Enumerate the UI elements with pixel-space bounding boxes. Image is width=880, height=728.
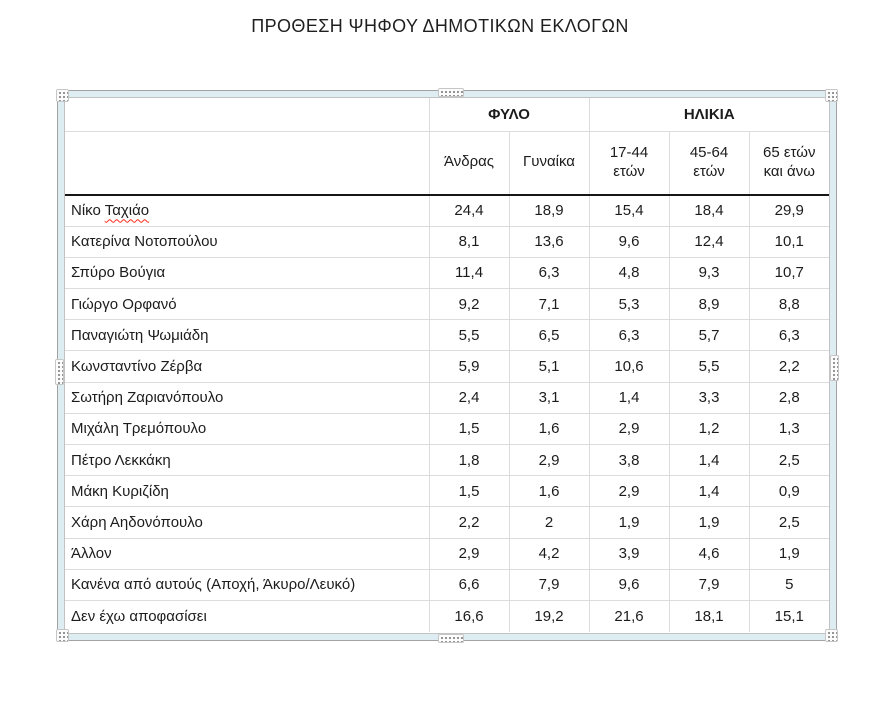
column-header-age-65plus[interactable]: 65 ετών και άνω <box>749 131 829 195</box>
table-body <box>65 195 829 632</box>
value-cell[interactable]: 6,6 <box>429 569 509 600</box>
value-cell[interactable]: 1,2 <box>669 413 749 444</box>
candidate-name-cell[interactable]: Παναγιώτη Ψωμιάδη <box>65 320 429 351</box>
value-cell[interactable]: 9,2 <box>429 289 509 320</box>
page-title[interactable]: ΠΡΟΘΕΣΗ ΨΗΦΟΥ ΔΗΜΟΤΙΚΩΝ ΕΚΛΟΓΩΝ <box>251 16 629 36</box>
value-cell[interactable]: 5,7 <box>669 320 749 351</box>
value-cell[interactable]: 11,4 <box>429 257 509 288</box>
value-cell[interactable]: 13,6 <box>509 226 589 257</box>
value-cell[interactable]: 6,3 <box>749 320 829 351</box>
value-cell[interactable]: 9,6 <box>589 569 669 600</box>
table-row <box>65 289 829 320</box>
group-header-age[interactable]: ΗΛΙΚΙΑ <box>589 98 829 131</box>
table-row <box>65 569 829 600</box>
value-cell[interactable]: 4,2 <box>509 538 589 569</box>
value-cell[interactable]: 2,9 <box>429 538 509 569</box>
value-cell[interactable]: 29,9 <box>749 195 829 226</box>
candidate-name-cell[interactable]: Δεν έχω αποφασίσει <box>65 600 429 631</box>
table-row <box>65 195 829 226</box>
candidate-name-cell[interactable]: Κανένα από αυτούς (Αποχή, Άκυρο/Λευκό) <box>65 569 429 600</box>
candidate-name-cell[interactable]: Μάκη Κυριζίδη <box>65 476 429 507</box>
value-cell[interactable]: 2,2 <box>749 351 829 382</box>
value-cell[interactable]: 18,1 <box>669 600 749 631</box>
value-cell[interactable]: 1,9 <box>749 538 829 569</box>
table-container <box>64 97 830 634</box>
value-cell[interactable]: 2,9 <box>509 445 589 476</box>
value-cell[interactable]: 18,9 <box>509 195 589 226</box>
value-cell[interactable]: 1,4 <box>589 382 669 413</box>
value-cell[interactable]: 16,6 <box>429 600 509 631</box>
corner-cell[interactable] <box>65 131 429 195</box>
candidate-name-cell[interactable]: Γιώργο Ορφανό <box>65 289 429 320</box>
table-row <box>65 320 829 351</box>
table-row <box>65 382 829 413</box>
group-header-row <box>65 98 829 131</box>
table-row <box>65 476 829 507</box>
value-cell[interactable]: 15,1 <box>749 600 829 631</box>
table-row <box>65 257 829 288</box>
value-cell[interactable]: 10,7 <box>749 257 829 288</box>
value-cell[interactable]: 3,1 <box>509 382 589 413</box>
table-row <box>65 507 829 538</box>
table-row <box>65 413 829 444</box>
value-cell[interactable]: 5,1 <box>509 351 589 382</box>
value-cell[interactable]: 9,3 <box>669 257 749 288</box>
value-cell[interactable]: 19,2 <box>509 600 589 631</box>
value-cell[interactable]: 2,2 <box>429 507 509 538</box>
corner-cell[interactable] <box>65 98 429 131</box>
table-row <box>65 538 829 569</box>
resize-handle-bottom-center[interactable] <box>438 634 464 643</box>
candidate-name-cell[interactable]: Χάρη Αηδονόπουλο <box>65 507 429 538</box>
value-cell[interactable]: 21,6 <box>589 600 669 631</box>
column-header-male[interactable]: Άνδρας <box>429 131 509 195</box>
resize-handle-top-center[interactable] <box>438 88 464 97</box>
value-cell[interactable]: 2,5 <box>749 445 829 476</box>
poll-table <box>65 98 829 632</box>
value-cell[interactable]: 5 <box>749 569 829 600</box>
value-cell[interactable]: 2,9 <box>589 476 669 507</box>
value-cell[interactable]: 3,8 <box>589 445 669 476</box>
candidate-name-cell[interactable]: Κατερίνα Νοτοπούλου <box>65 226 429 257</box>
misspelled-word: Ταχιάο <box>104 202 150 220</box>
value-cell[interactable]: 1,5 <box>429 413 509 444</box>
value-cell[interactable]: 8,8 <box>749 289 829 320</box>
candidate-name-cell[interactable]: Σπύρο Βούγια <box>65 257 429 288</box>
column-header-age-45-64[interactable]: 45-64 ετών <box>669 131 749 195</box>
resize-handle-top-right[interactable] <box>825 89 838 102</box>
column-header-female[interactable]: Γυναίκα <box>509 131 589 195</box>
value-cell[interactable]: 1,6 <box>509 476 589 507</box>
column-header-age-17-44[interactable]: 17-44 ετών <box>589 131 669 195</box>
resize-handle-left-middle[interactable] <box>55 359 64 385</box>
table-row <box>65 600 829 631</box>
value-cell[interactable]: 7,9 <box>669 569 749 600</box>
value-cell[interactable]: 12,4 <box>669 226 749 257</box>
value-cell[interactable]: 3,9 <box>589 538 669 569</box>
value-cell[interactable]: 3,3 <box>669 382 749 413</box>
candidate-name-cell[interactable]: Νίκο Ταχιάο <box>65 195 429 226</box>
candidate-name-cell[interactable]: Άλλον <box>65 538 429 569</box>
value-cell[interactable]: 2,8 <box>749 382 829 413</box>
value-cell[interactable]: 8,1 <box>429 226 509 257</box>
value-cell[interactable]: 2,5 <box>749 507 829 538</box>
value-cell[interactable]: 1,9 <box>589 507 669 538</box>
value-cell[interactable]: 24,4 <box>429 195 509 226</box>
resize-handle-bottom-left[interactable] <box>56 629 69 642</box>
value-cell[interactable]: 7,1 <box>509 289 589 320</box>
value-cell[interactable]: 4,8 <box>589 257 669 288</box>
value-cell[interactable]: 1,3 <box>749 413 829 444</box>
value-cell[interactable]: 7,9 <box>509 569 589 600</box>
resize-handle-top-left[interactable] <box>56 89 69 102</box>
value-cell[interactable]: 6,3 <box>509 257 589 288</box>
candidate-name-cell[interactable]: Μιχάλη Τρεμόπουλο <box>65 413 429 444</box>
value-cell[interactable]: 1,6 <box>509 413 589 444</box>
table-row <box>65 445 829 476</box>
table-selection-frame[interactable] <box>57 90 837 641</box>
resize-handle-bottom-right[interactable] <box>825 629 838 642</box>
column-header-row <box>65 131 829 195</box>
value-cell[interactable]: 1,4 <box>669 445 749 476</box>
value-cell[interactable]: 1,9 <box>669 507 749 538</box>
value-cell[interactable]: 2,4 <box>429 382 509 413</box>
value-cell[interactable]: 6,3 <box>589 320 669 351</box>
value-cell[interactable]: 10,1 <box>749 226 829 257</box>
group-header-gender[interactable]: ΦΥΛΟ <box>429 98 589 131</box>
value-cell[interactable]: 5,5 <box>429 320 509 351</box>
value-cell[interactable]: 8,9 <box>669 289 749 320</box>
value-cell[interactable]: 5,9 <box>429 351 509 382</box>
value-cell[interactable]: 10,6 <box>589 351 669 382</box>
value-cell[interactable]: 9,6 <box>589 226 669 257</box>
candidate-name-cell[interactable]: Σωτήρη Ζαριανόπουλο <box>65 382 429 413</box>
value-cell[interactable]: 1,4 <box>669 476 749 507</box>
candidate-name-cell[interactable]: Κωνσταντίνο Ζέρβα <box>65 351 429 382</box>
value-cell[interactable]: 1,5 <box>429 476 509 507</box>
resize-handle-right-middle[interactable] <box>830 355 839 381</box>
value-cell[interactable]: 18,4 <box>669 195 749 226</box>
value-cell[interactable]: 1,8 <box>429 445 509 476</box>
table-row <box>65 351 829 382</box>
table-row <box>65 226 829 257</box>
value-cell[interactable]: 0,9 <box>749 476 829 507</box>
value-cell[interactable]: 5,5 <box>669 351 749 382</box>
value-cell[interactable]: 6,5 <box>509 320 589 351</box>
value-cell[interactable]: 15,4 <box>589 195 669 226</box>
value-cell[interactable]: 4,6 <box>669 538 749 569</box>
value-cell[interactable]: 2,9 <box>589 413 669 444</box>
value-cell[interactable]: 5,3 <box>589 289 669 320</box>
value-cell[interactable]: 2 <box>509 507 589 538</box>
candidate-name-cell[interactable]: Πέτρο Λεκκάκη <box>65 445 429 476</box>
